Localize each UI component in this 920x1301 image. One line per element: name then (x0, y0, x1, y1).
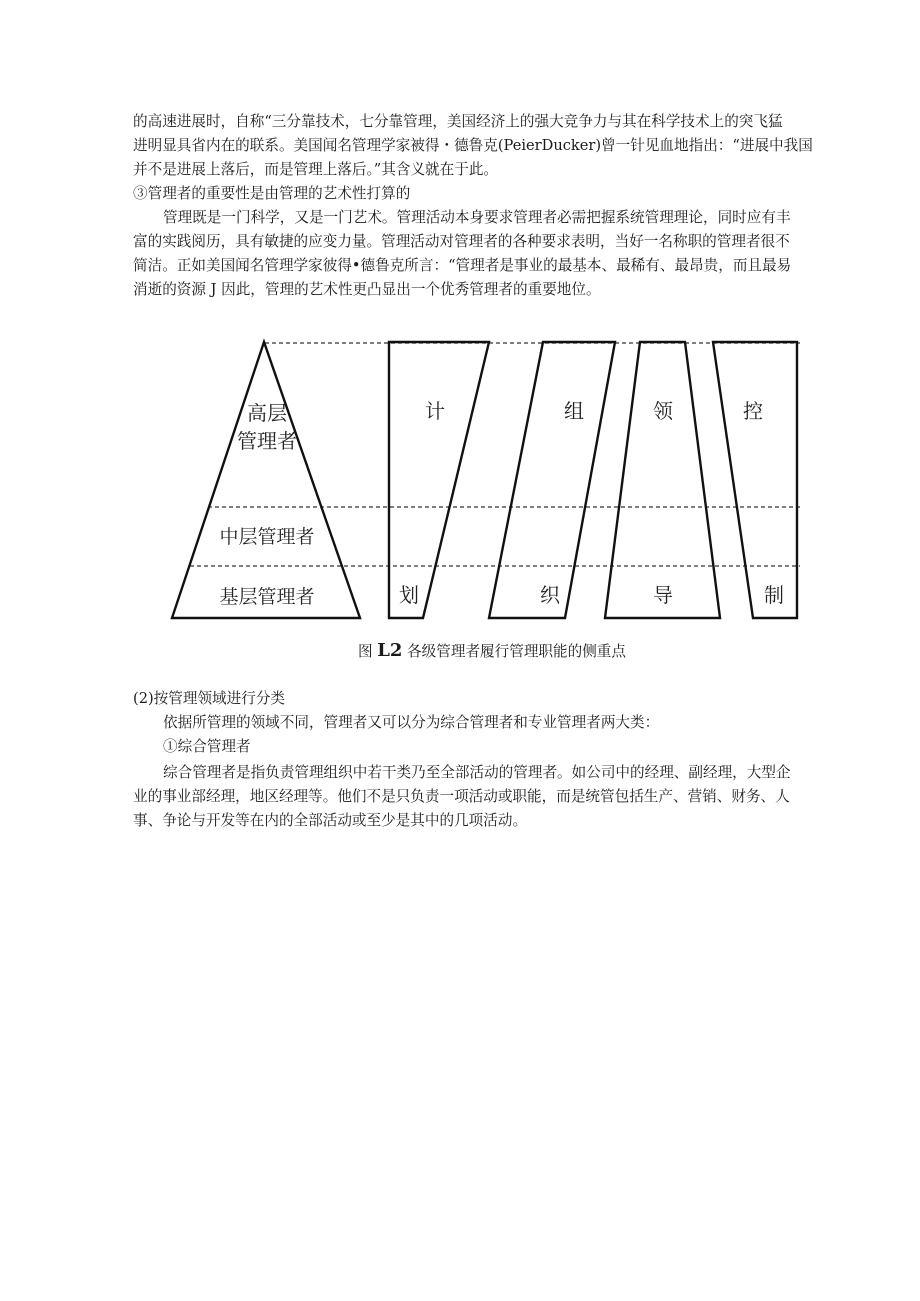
pyramid-label-top-line1: 高层 (247, 401, 287, 425)
manager-pyramid (172, 342, 360, 618)
leading-shape (605, 342, 720, 618)
section-heading: ③管理者的重要性是由管理的艺术性打算的 (133, 185, 411, 202)
figure-caption (0, 640, 920, 661)
pyramid-label-bottom: 基层管理者 (219, 586, 315, 608)
paragraph-line: 的高速进展时，自称“三分靠技术，七分靠管理，美国经济上的强大竞争力与其在科学技术上的突飞猛 (133, 113, 783, 130)
paragraph-line: 业的事业部经理，地区经理等。他们不是只负责一项活动或职能，而是统管包括生产、营销、财务、人 (133, 788, 790, 805)
management-functions-figure (160, 330, 810, 630)
function-leading-bottom: 导 (653, 583, 673, 607)
caption-figure-number: L2 (377, 640, 403, 661)
paragraph-line: 消逝的资源 J 因此，管理的艺术性更凸显出一个优秀管理者的重要地位。 (133, 281, 601, 298)
paragraph-line: 并不是进展上落后，而是管理上落后。”其含义就在于此。 (133, 161, 499, 178)
function-organizing-top: 组 (564, 399, 584, 423)
organizing-shape (489, 342, 615, 618)
section-heading: (2)按管理领域进行分类 (133, 690, 286, 707)
pyramid-label-top-line2: 管理者 (237, 429, 297, 453)
controlling-shape (713, 342, 797, 618)
planning-shape (389, 342, 489, 618)
caption-text: 各级管理者履行管理职能的侧重点 (407, 643, 626, 660)
paragraph-line: 简洁。正如美国闻名管理学家彼得•德鲁克所言：“管理者是事业的最基本、最稀有、最昂贵，而且最易 (133, 257, 792, 274)
subsection-heading: ①综合管理者 (163, 738, 251, 755)
function-controlling-top: 控 (743, 399, 763, 423)
function-controlling-bottom: 制 (764, 583, 784, 607)
paragraph-line: 富的实践阅历，具有敏捷的应变力量。管理活动对管理者的各种要求表明，当好一名称职的管理者很不 (133, 233, 790, 250)
paragraph-line: 事、争论与开发等在内的全部活动或至少是其中的几项活动。 (133, 812, 528, 829)
paragraph-line: 综合管理者是指负责管理组织中若干类乃至全部活动的管理者。如公司中的经理、副经理，大型企 (163, 764, 791, 781)
function-leading-top: 领 (653, 399, 673, 423)
paragraph-line: 管理既是一门科学，又是一门艺术。管理活动本身要求管理者必需把握系统管理理论，同时应有丰 (163, 209, 791, 226)
function-planning-top: 计 (425, 399, 445, 423)
function-organizing-bottom: 织 (540, 583, 560, 607)
function-planning-bottom: 划 (399, 583, 419, 607)
caption-prefix: 图 (358, 643, 373, 660)
pyramid-label-middle: 中层管理者 (219, 526, 315, 548)
paragraph-line: 依据所管理的领域不同，管理者又可以分为综合管理者和专业管理者两大类： (163, 714, 660, 731)
paragraph-line: 进明显具省内在的联系。美国闻名管理学家被得・德鲁克(PeierDucker)曾一针见血地指出：“进展中我国 (133, 137, 813, 154)
